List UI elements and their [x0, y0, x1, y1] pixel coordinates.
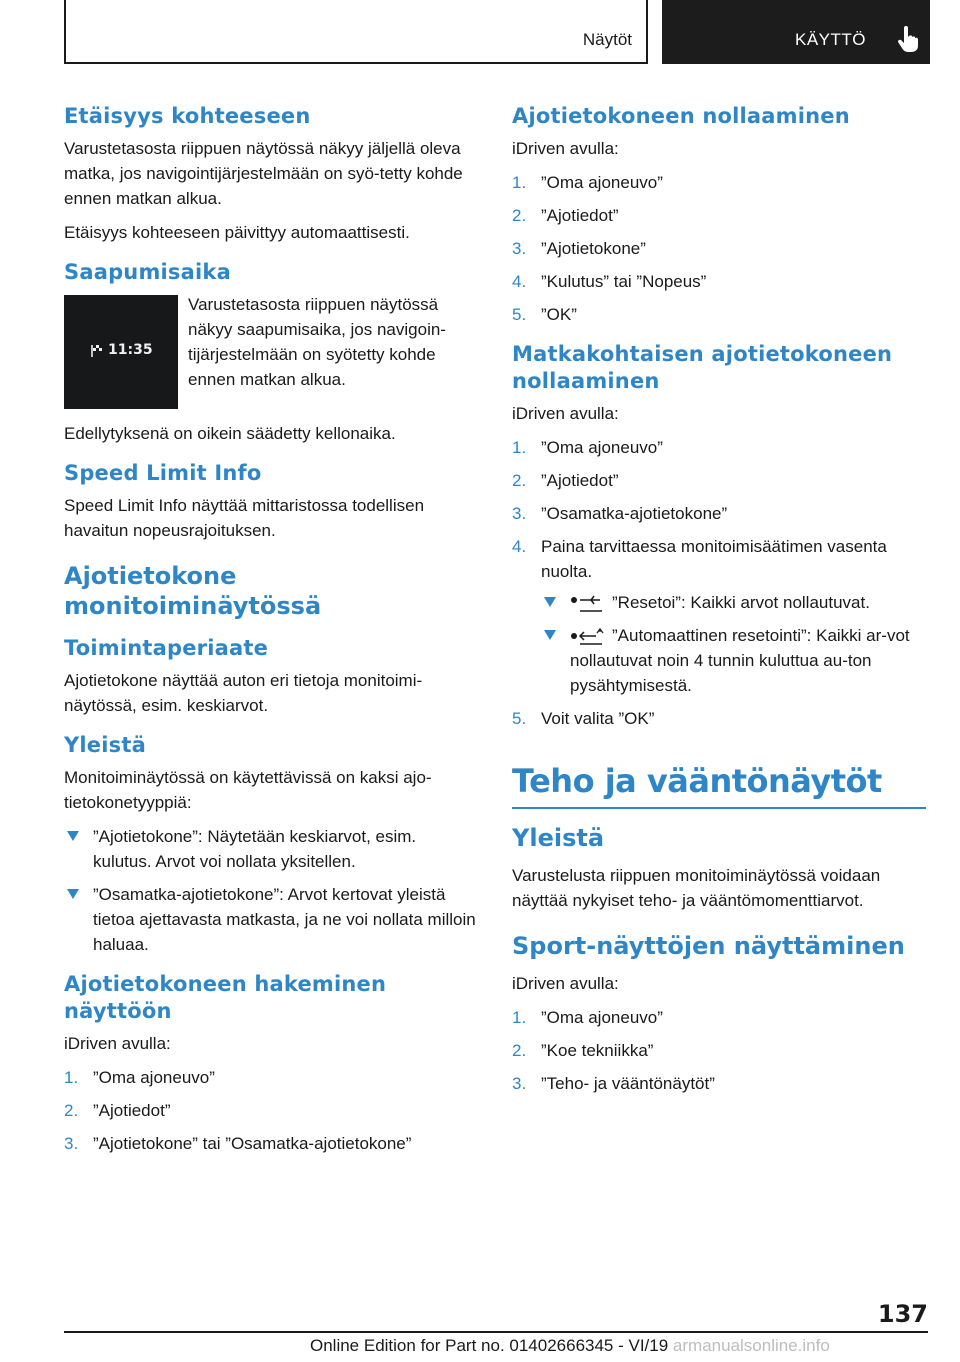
heading-yleista-left: Yleistä — [64, 733, 146, 757]
step-number: 2. — [512, 1041, 527, 1060]
list-item — [512, 269, 926, 294]
list-item — [64, 1131, 478, 1156]
heading-ajotietokone: Ajotietokone monitoiminäytössä — [64, 562, 322, 620]
header-chapter-title: KÄYTTÖ — [795, 30, 867, 49]
step-number: 2. — [512, 206, 527, 225]
step-text: ”Oma ajoneuvo” — [541, 438, 663, 457]
list-item — [512, 435, 926, 460]
step-text: ”Ajotietokone” — [541, 239, 646, 258]
watermark-text: armanualsonline.info — [672, 1336, 830, 1355]
triangle-bullet-icon — [544, 597, 556, 607]
step-number: 1. — [64, 1068, 79, 1087]
heading-nollaaminen: Ajotietokoneen nollaaminen — [512, 104, 850, 128]
step-text: Voit valita ”OK” — [541, 709, 655, 728]
step-number: 4. — [512, 537, 527, 556]
nollaaminen-steps — [512, 170, 926, 327]
edition-footer — [310, 1336, 830, 1356]
triangle-bullet-icon — [67, 831, 79, 841]
heading-matkakohtainen: Matkakohtaisen ajotietokoneen nollaaminen — [512, 342, 893, 393]
triangle-bullet-icon — [67, 889, 79, 899]
saapumisaika-paragraph-2: Edellytyksenä on oikein säädetty kellonaika. — [64, 424, 396, 443]
list-item — [512, 1038, 926, 1063]
step-number: 2. — [64, 1101, 79, 1120]
footer-divider — [64, 1331, 928, 1333]
heading-speed-limit-info: Speed Limit Info — [64, 461, 262, 485]
step-text: ”Osamatka-ajotietokone” — [541, 504, 728, 523]
sport-steps — [512, 1005, 926, 1096]
list-item — [512, 170, 926, 195]
sport-intro: iDriven avulla: — [512, 974, 619, 993]
reset-options-list — [541, 590, 926, 698]
list-item — [512, 706, 926, 731]
step-text: Paina tarvittaessa monitoimisäätimen vasenta nuolta. — [541, 537, 887, 581]
step-text: ”Ajotiedot” — [541, 206, 619, 225]
list-item — [541, 590, 926, 615]
list-item — [512, 203, 926, 228]
yleista-right-paragraph: Varustelusta riippuen monitoiminäytössä voidaan näyttää nykyiset teho- ja vääntömomenttiarvot. — [512, 866, 881, 910]
saapumisaika-paragraph-1: Varustetasosta riippuen näytössä näkyy saapumisaika, jos navigoin-tijärjestelmään on syötetty kohde ennen matkan alkua. — [188, 295, 446, 389]
left-column — [64, 100, 478, 1164]
nollaaminen-intro: iDriven avulla: — [512, 139, 619, 158]
computer-type-2: ”Osamatka-ajotietokone”: Arvot kertovat yleistä tietoa ajettavasta matkasta, ja ne voi nollata milloin haluaa. — [93, 885, 476, 954]
step-text: ”Kulutus” tai ”Nopeus” — [541, 272, 707, 291]
matkakohtainen-intro: iDriven avulla: — [512, 404, 619, 423]
speed-limit-paragraph: Speed Limit Info näyttää mittaristossa todellisen havaitun nopeusrajoituksen. — [64, 496, 425, 540]
triangle-bullet-icon — [544, 630, 556, 640]
reset-icon — [570, 595, 604, 613]
list-item — [512, 236, 926, 261]
list-item — [512, 501, 926, 526]
step-number: 3. — [64, 1134, 79, 1153]
step-number: 2. — [512, 471, 527, 490]
arrival-time-value: 11:35 — [108, 342, 153, 358]
list-item — [512, 534, 926, 698]
header-section-box — [64, 0, 648, 64]
yleista-left-paragraph: Monitoiminäytössä on käytettävissä on kaksi ajo-tietokonetyyppiä: — [64, 768, 432, 812]
header-section-title: Näytöt — [582, 30, 632, 49]
list-item — [64, 824, 478, 874]
step-number: 5. — [512, 305, 527, 324]
step-text: ”Oma ajoneuvo” — [93, 1068, 215, 1087]
step-text: ”Ajotiedot” — [541, 471, 619, 490]
heading-etaisyys: Etäisyys kohteeseen — [64, 104, 311, 128]
etaisyys-paragraph-2: Etäisyys kohteeseen päivittyy automaattisesti. — [64, 223, 410, 242]
list-item — [512, 1071, 926, 1096]
list-item — [541, 623, 926, 698]
reset-option-text: ”Resetoi”: Kaikki arvot nollautuvat. — [612, 593, 870, 612]
edition-text: Online Edition for Part no. 01402666345 - VI/19 — [310, 1336, 669, 1355]
step-text: ”Oma ajoneuvo” — [541, 173, 663, 192]
matkakohtainen-steps — [512, 435, 926, 731]
step-number: 1. — [512, 173, 527, 192]
step-number: 1. — [512, 438, 527, 457]
step-text: ”OK” — [541, 305, 577, 324]
list-item — [512, 468, 926, 493]
toimintaperiaate-paragraph: Ajotietokone näyttää auton eri tietoja monitoimi-näytössä, esim. keskiarvot. — [64, 671, 423, 715]
hakeminen-steps — [64, 1065, 478, 1156]
header-chapter-box — [662, 0, 930, 64]
step-number: 3. — [512, 239, 527, 258]
list-item — [64, 882, 478, 957]
heading-teho: Teho ja vääntönäytöt — [512, 759, 926, 809]
heading-yleista-right: Yleistä — [512, 824, 605, 852]
step-number: 1. — [512, 1008, 527, 1027]
step-text: ”Oma ajoneuvo” — [541, 1008, 663, 1027]
etaisyys-paragraph-1: Varustetasosta riippuen näytössä näkyy jäljellä oleva matka, jos navigointijärjestelmään on syö-tetty kohde ennen matkan alkua. — [64, 139, 463, 208]
computer-type-1: ”Ajotietokone”: Näytetään keskiarvot, esim. kulutus. Arvot voi nollata yksitellen. — [93, 827, 417, 871]
step-text: ”Koe tekniikka” — [541, 1041, 654, 1060]
heading-toimintaperiaate: Toimintaperiaate — [64, 636, 269, 660]
computer-types-list — [64, 824, 478, 957]
hakeminen-intro: iDriven avulla: — [64, 1034, 171, 1053]
list-item — [64, 1098, 478, 1123]
list-item — [512, 302, 926, 327]
step-number: 3. — [512, 504, 527, 523]
step-text: ”Ajotiedot” — [93, 1101, 171, 1120]
destination-flag-icon — [90, 344, 104, 358]
list-item — [512, 1005, 926, 1030]
auto-reset-option-text: ”Automaattinen resetointi”: Kaikki ar-vot nollautuvat noin 4 tunnin kuluttua au-ton pysähtymisestä. — [570, 626, 910, 695]
right-column — [512, 100, 926, 1104]
step-number: 5. — [512, 709, 527, 728]
step-text: ”Teho- ja vääntönäytöt” — [541, 1074, 715, 1093]
page-number: 137 — [877, 1300, 928, 1328]
step-number: 4. — [512, 272, 527, 291]
arrival-time-display-image — [64, 295, 178, 409]
heading-hakeminen: Ajotietokoneen hakeminen näyttöön — [64, 972, 387, 1023]
list-item — [64, 1065, 478, 1090]
heading-saapumisaika: Saapumisaika — [64, 260, 231, 284]
heading-sport: Sport-näyttöjen näyttäminen — [512, 932, 905, 960]
step-number: 3. — [512, 1074, 527, 1093]
auto-reset-icon — [570, 628, 604, 646]
saapumisaika-row — [64, 292, 478, 409]
pointing-hand-icon — [897, 26, 919, 52]
step-text: ”Ajotietokone” tai ”Osamatka-ajotietokone” — [93, 1134, 412, 1153]
